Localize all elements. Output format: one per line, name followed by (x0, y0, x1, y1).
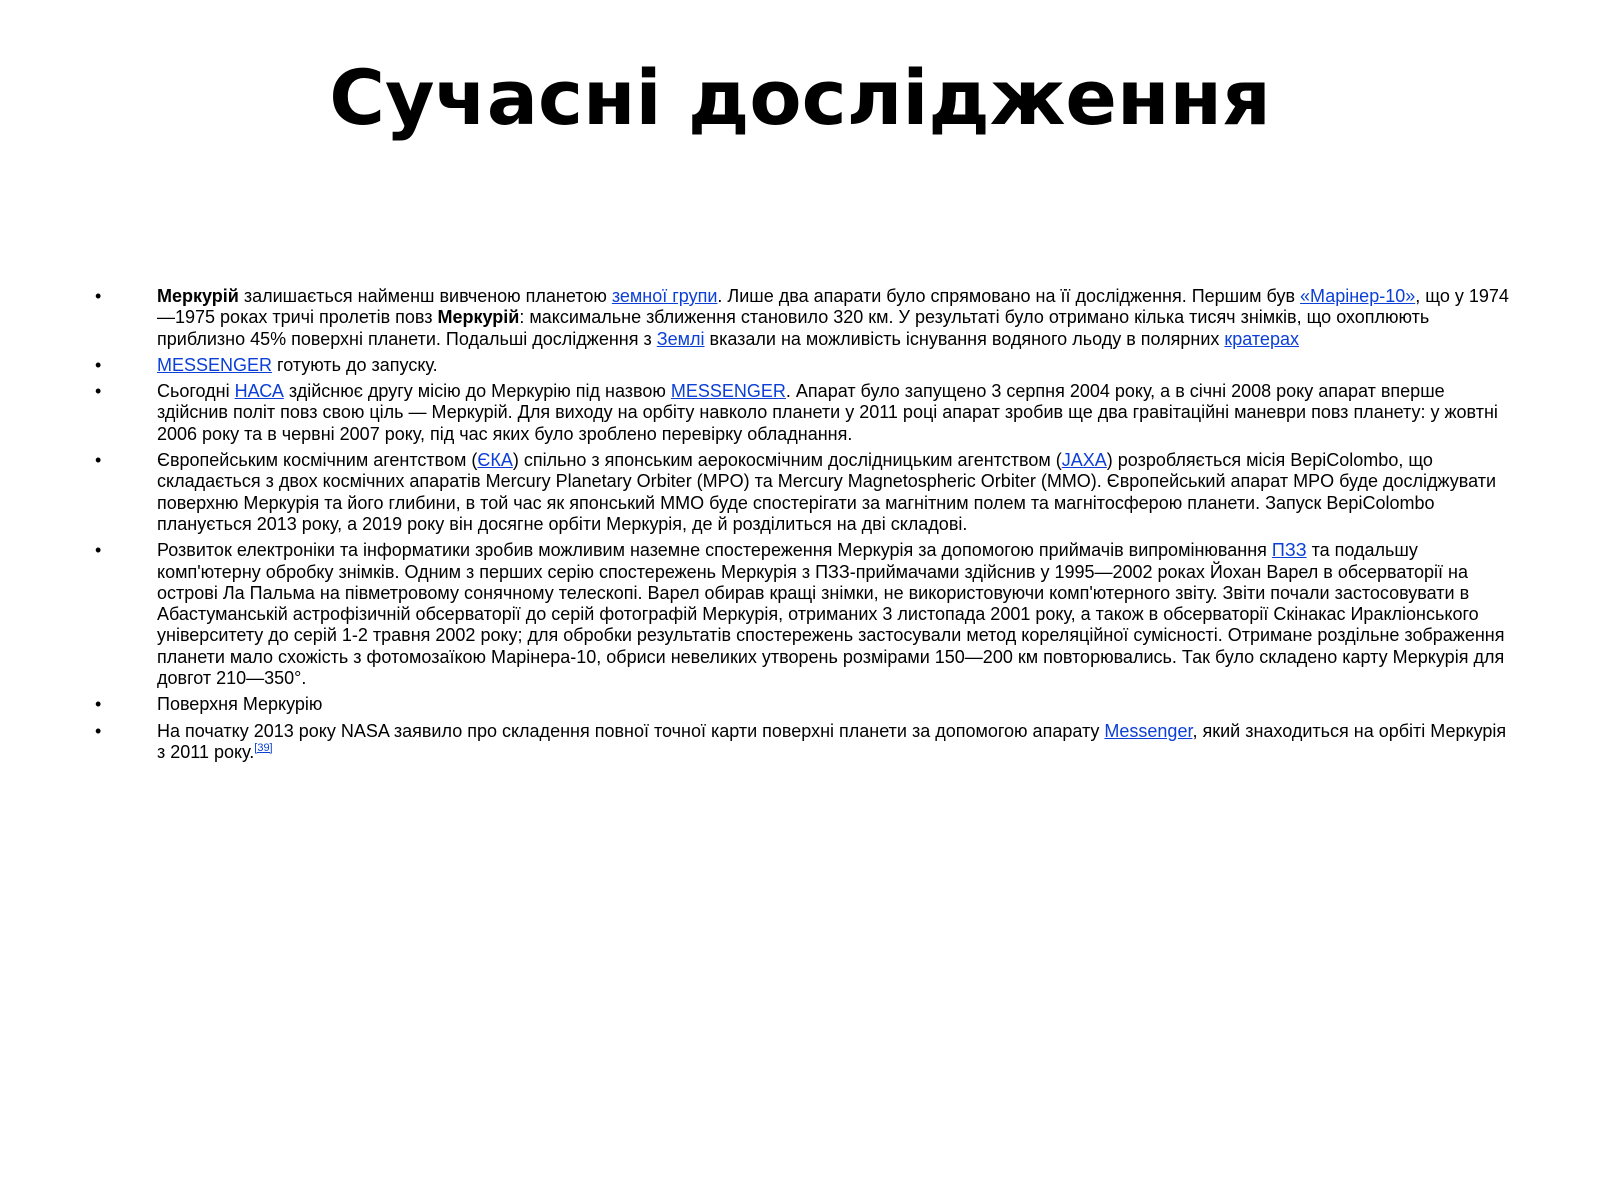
link-terrestrial-planets[interactable]: земної групи (611, 286, 718, 306)
bullet-marker: • (95, 540, 102, 561)
text: , що у 1974—1975 роках тричі пролетів повз (157, 286, 1509, 328)
text: Європейським космічним агентством ( (157, 450, 478, 471)
text: : максимальне зближення становило 320 км. У результаті було отримано кілька тисяч знімків, що охоплюють приблизно 45% поверхні планети. Подальші дослідження з (157, 307, 1430, 349)
bold-term: Меркурій (157, 286, 239, 306)
text: вказали на можливість існування водяного льоду в полярних (704, 328, 1225, 349)
link-craters[interactable]: кратерах (1224, 328, 1299, 349)
text: На початку 2013 року NASA заявило про складення повної точної карти поверхні планети за допомогою апарату (157, 720, 1105, 741)
text: ) спільно з японським аерокосмічним дослідницьким агентством ( (512, 450, 1062, 471)
list-item (92, 694, 1512, 715)
bullet-marker: • (95, 286, 102, 306)
text: та подальшу комп'ютерну обробку знімків. Одним з перших серію спостережень Меркурія з ПЗЗ-приймачами здійснив у 1995—2002 роках Йохан Варел в обсерваторії на острові Ла Пальма на півметровому сонячному телескопі. Варел обирав кращі знімки, не використовуючи комп'ютерного звіту. Звіти почали застосовувати в Абастуманській астрофізичній обсерваторії до серій фотографій Меркурія, отриманих 3 листопада 2001 року, а також в обсерваторії Скінакас Иракліонського університету до серій 1-2 травня 2002 року; для обробки результатів спостережень застосували метод кореляційної сумісності. Отримане роздільне зображення планети мало схожість з фотомозаїкою Марінера-10, обриси невеликих утворень розмірами 150—200 км повторювались. Так було складено карту Меркурія для довгот 210—350°. (157, 540, 1505, 689)
list-item (92, 381, 1512, 445)
text: Поверхня Меркурію (157, 694, 323, 715)
bold-term: Меркурій (437, 307, 520, 328)
reference-superscript (254, 742, 272, 754)
link-nasa[interactable]: НАСА (234, 381, 284, 402)
link-messenger[interactable]: MESSENGER (157, 354, 273, 375)
list-item (92, 355, 1512, 376)
bullet-marker: • (95, 720, 102, 741)
bullet-list (92, 286, 1512, 768)
link-ccd[interactable]: ПЗЗ (1271, 540, 1307, 561)
text: , який знаходиться на орбіті Меркурія з 2011 року. (157, 720, 1507, 762)
list-item (92, 450, 1512, 535)
bullet-marker: • (95, 354, 102, 375)
slide-title: Сучасні дослідження (329, 53, 1271, 142)
list-item (92, 540, 1512, 689)
text: . Лише два апарати було спрямовано на її дослідження. Першим був (717, 286, 1301, 306)
link-jaxa[interactable]: JAXA (1061, 450, 1107, 471)
reference-link[interactable]: [39] (254, 741, 273, 754)
list-item (92, 286, 1512, 350)
link-messenger[interactable]: MESSENGER (670, 381, 786, 402)
text: залишається найменш вивченою планетою (238, 286, 612, 306)
bullet-marker: • (95, 450, 102, 471)
list-item (92, 721, 1512, 764)
bullet-marker: • (95, 694, 102, 715)
text: здійснює другу місію до Меркурію під назвою (283, 381, 671, 402)
text: Сьогодні (157, 381, 235, 402)
text: ) розробляється місія BepiColombo, що складається з двох космічних апаратів Mercury Planetary Orbiter (MPO) та Mercury Magnetospheric Orbiter (MMO). Європейський апарат MPO буде досліджувати поверхню Меркурія та його глибини, в той час як японський MMO буде спостерігати за магнітним полем та магнітосферою планети. Запуск BepiColombo планується 2013 року, а 2019 року він досягне орбіти Меркурія, де й розділиться на дві складові. (157, 450, 1497, 534)
bullet-marker: • (95, 381, 102, 402)
link-mariner-10[interactable]: «Марінер-10» (1300, 286, 1416, 306)
text: Розвиток електроніки та інформатики зробив можливим наземне спостереження Меркурія за допомогою приймачів випромінювання (157, 540, 1272, 561)
text: готують до запуску. (272, 354, 438, 375)
link-esa[interactable]: ЄКА (477, 450, 513, 471)
link-messenger-probe[interactable]: Messenger (1104, 720, 1193, 741)
link-earth[interactable]: Землі (656, 328, 705, 349)
text: . Апарат було запущено 3 серпня 2004 року, а в січні 2008 року апарат вперше здійснив політ повз свою ціль — Меркурій. Для виходу на орбіту навколо планети у 2011 році апарат зробив ще два гравітаційні маневри повз планету: у жовтні 2006 року та в червні 2007 року, під час яких було зроблено перевірку обладнання. (157, 381, 1498, 444)
